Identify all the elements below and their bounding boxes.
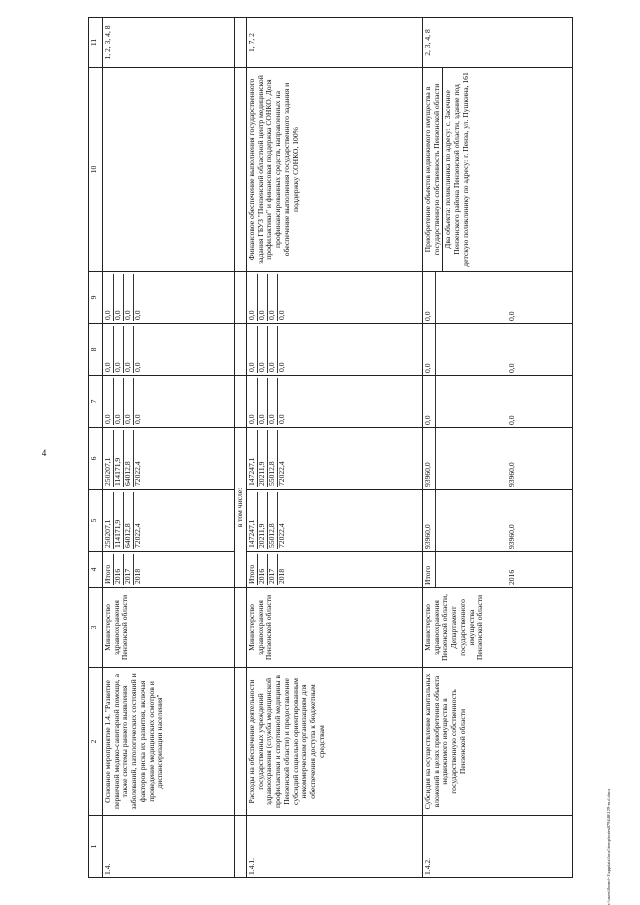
c5-cell [247,490,423,552]
cell-line: 2018 [277,568,286,584]
cell-line: 0,0 [124,274,134,321]
cell-line: 64012,8 [124,430,134,487]
c9-cell [247,272,423,324]
executor: Министерство здравоохранения Пензенской области [103,588,235,668]
cell-line: 2016 [258,554,268,585]
table-row [423,18,573,878]
c6-cell [247,428,423,490]
measure-name: Субсидия на осуществление капитальных вложений в целях приобретения объекта недвижимого имущества в государственную собственность Пензенской области [423,668,573,816]
cell-line: 147247,1 [248,430,258,487]
cell-line: 55012,8 [268,430,278,487]
measure-name: Основное мероприятие 1.4. "Развитие первичной медико-санитарной помощи, а также системы раннего выявления заболеваний, патологических состояний и факторов риска их развития, включая проведение медицинских осмотров и диспансеризации населения" [103,668,235,816]
cell-line: 250207,1 [104,492,114,549]
row-number: 1.4.2. [423,816,573,878]
cell-line: 0,0 [133,310,142,320]
cell-line [435,428,506,489]
header-col-7: 7 [89,376,103,428]
cell-line: 0,0 [258,326,268,373]
cell-line: 0,0 [506,363,516,373]
cell-line: 93960,0 [506,524,516,549]
cell-line: 0,0 [268,378,278,425]
c8-cell [103,324,235,376]
header-col-9: 9 [89,272,103,324]
header-row [89,18,103,878]
cell-line: 2017 [124,554,134,585]
cell-line: Итого [104,554,114,585]
c6-cell [103,428,235,490]
header-col-10: 10 [89,68,103,272]
cell-line: 250207,1 [104,430,114,487]
header-col-4: 4 [89,552,103,588]
years-cell [103,552,235,588]
cell-line: 0,0 [124,378,134,425]
cell-line: 2016 [506,569,516,585]
cell-line: Итого [423,565,432,585]
cell-line: 0,0 [114,274,124,321]
c8-cell [423,324,573,376]
c7-cell [247,376,423,428]
cell-line: 2017 [268,554,278,585]
c5-cell [103,490,235,552]
header-col-5: 5 [89,490,103,552]
cell-line: 2016 [114,554,124,585]
cell-line: 93960,0 [423,524,432,549]
links: 1, 7, 2 [247,18,423,68]
file-path-footer: c:\users\iborol~1\appdata\local\temp\notes879448\129-m.d.docx [606,788,611,905]
cell-line: 0,0 [258,274,268,321]
c7-cell [103,376,235,428]
table-body [89,18,573,878]
table-row-subtitle [235,18,247,878]
indicator-part-1: Приобретение объектов недвижимого имущества в государственную собственность Пензенской области [423,83,441,256]
table-row [103,18,235,878]
cell-line: 72022,4 [277,461,286,486]
indicator: Финансовое обеспечение выполнения государственного задания ГБУЗ "Пензенский областной центр медицинской профилактики" и финансовая поддержка СОНКО. Доля профинансированных средств, направленных на обеспечение выполнения государственного задания и поддержку СОНКО, 100% [247,68,423,272]
cell-line: 72022,4 [133,461,142,486]
row-number: 1.4. [103,816,235,878]
links: 1, 2, 3, 4, 8 [103,18,235,68]
cell-line: 0,0 [248,326,258,373]
executor: Министерство здравоохранения Пензенской области [247,588,423,668]
cell-line: 0,0 [277,362,286,372]
cell-line: 72022,4 [133,523,142,548]
c8-cell [247,324,423,376]
cell-line: 114171,9 [114,430,124,487]
header-col-1: 1 [89,816,103,878]
subtitle-text: в том числе: [235,428,247,588]
header-col-2: 2 [89,668,103,816]
cell-line: 0,0 [114,378,124,425]
c6-cell [423,428,573,490]
cell-line: 0,0 [133,362,142,372]
rotated-table-wrapper [88,18,588,878]
cell-line: 0,0 [268,326,278,373]
cell-line [435,552,506,587]
c7-cell [423,376,573,428]
cell-line: 64012,8 [124,492,134,549]
header-col-11: 11 [89,18,103,68]
cell-line: 0,0 [277,414,286,424]
cell-line [435,272,506,323]
executor: Министерство здравоохранения Пензенской области, Департамент государственного имущества Пензенской области [423,588,573,668]
cell-line: 72022,4 [277,523,286,548]
cell-line: 114171,9 [114,492,124,549]
cell-line: 0,0 [258,378,268,425]
program-table [88,17,573,878]
cell-line: 93960,0 [506,462,516,487]
years-cell [247,552,423,588]
measure-name: Расходы на обеспечение деятельности государственных учреждений здравоохранения (служба медицинской профилактики и спортивной медицины в Пензенской области) и предоставление субсидий социально ориентированным некоммерческим организациям для обеспечения доступа к бюджетным средствам [247,668,423,816]
cell-line: 0,0 [277,310,286,320]
cell-line [435,376,506,427]
table-row [247,18,423,878]
cell-line: 0,0 [104,378,114,425]
cell-line: 0,0 [114,326,124,373]
header-col-8: 8 [89,324,103,376]
cell-line: 0,0 [506,415,516,425]
cell-line: 0,0 [104,326,114,373]
cell-line: 0,0 [248,274,258,321]
c9-cell [103,272,235,324]
cell-line: 20211,9 [258,430,268,487]
cell-line: 0,0 [423,415,432,425]
cell-line: 0,0 [423,311,432,321]
cell-line: 0,0 [423,363,432,373]
c5-cell [423,490,573,552]
cell-line [435,324,506,375]
cell-line: 0,0 [506,311,516,321]
indicator [103,68,235,272]
c9-cell [423,272,573,324]
page-number: 4 [41,448,47,458]
row-number: 1.4.1. [247,816,423,878]
cell-line: 0,0 [268,274,278,321]
indicator-part-2: Два объекта: поликлиника по адресу: с. Засечное Пензенского района Пензенской области, здание под детскую поликлинику по адресу: г. Пенза, ул. Пушкина, 161 [443,72,470,267]
cell-line: 0,0 [124,326,134,373]
cell-line: 147247,1 [248,492,258,549]
cell-line: 0,0 [248,378,258,425]
cell-line: 2018 [133,568,142,584]
cell-line: 0,0 [104,274,114,321]
years-cell [423,552,573,588]
cell-line: 0,0 [133,414,142,424]
cell-line: 93960,0 [423,462,432,487]
cell-line: Итого [248,554,258,585]
header-col-3: 3 [89,588,103,668]
cell-line: 20211,9 [258,492,268,549]
header-col-6: 6 [89,428,103,490]
links: 2, 3, 4, 8 [423,18,573,68]
indicator [423,68,573,272]
cell-line: 55012,8 [268,492,278,549]
cell-line [435,490,506,551]
